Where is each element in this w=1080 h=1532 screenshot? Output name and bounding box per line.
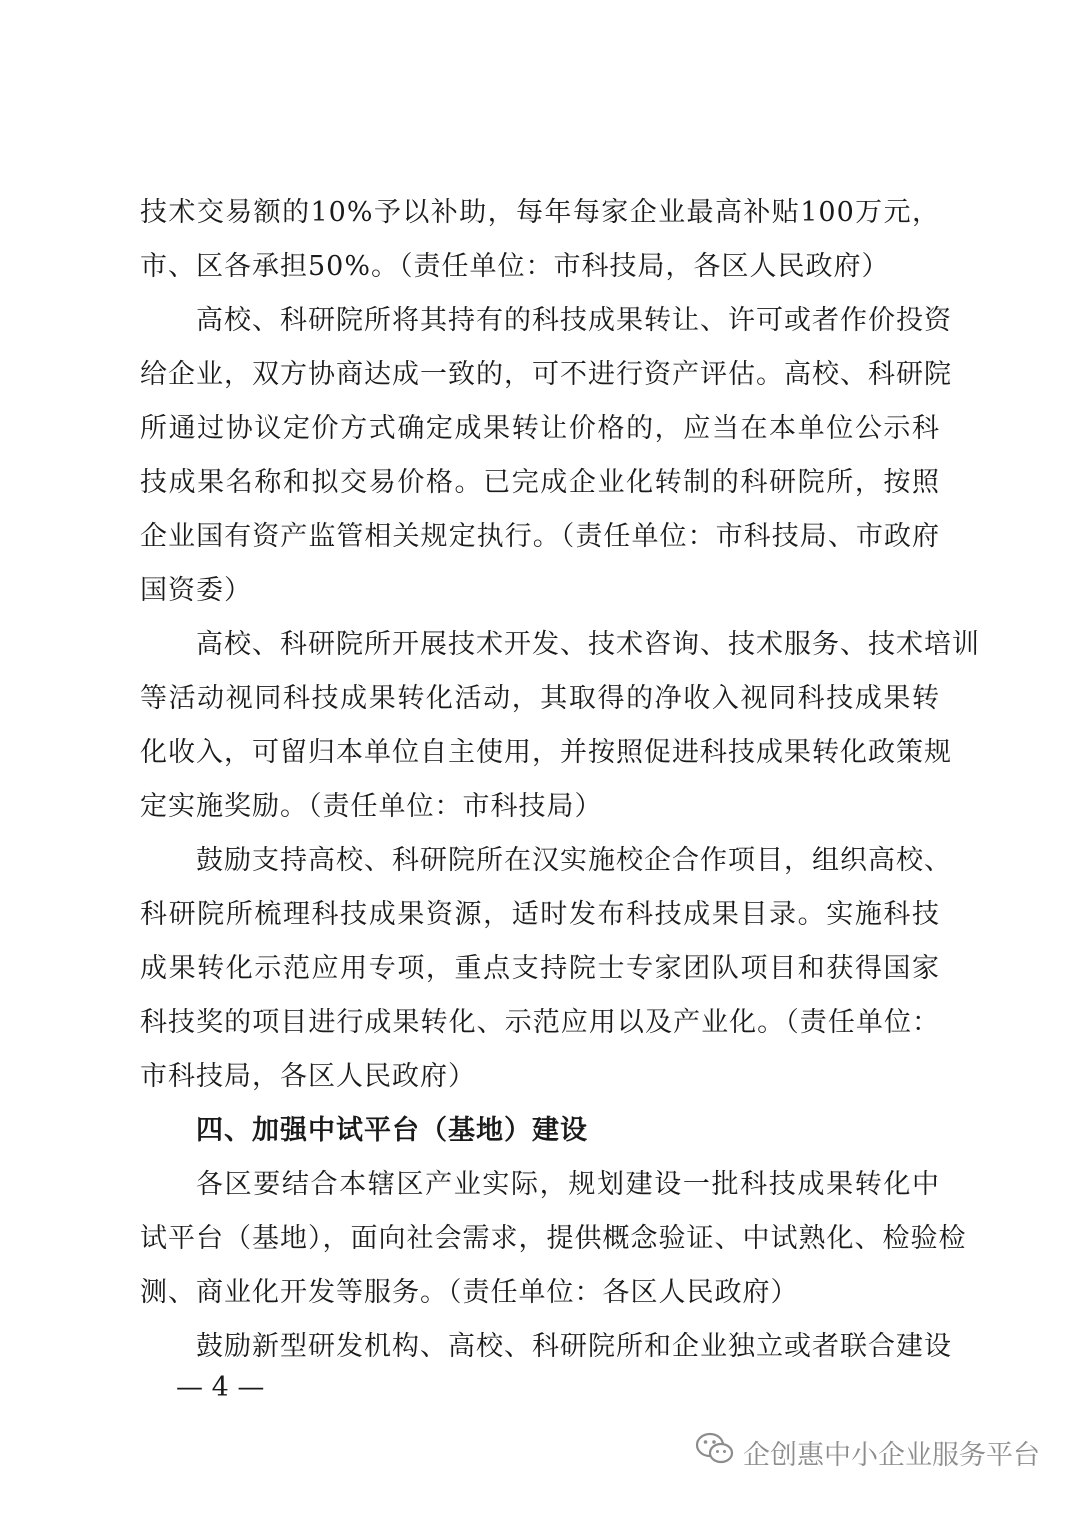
document-body: [140, 186, 980, 1374]
text-line: 技术交易额的10%予以补助，每年每家企业最高补贴100万元，: [140, 197, 940, 228]
text-line: 给企业，双方协商达成一致的，可不进行资产评估。高校、科研院: [140, 359, 952, 390]
text-line: 国资委）: [140, 575, 252, 606]
watermark: [695, 1432, 1040, 1472]
text-line: 市、区各承担50%。（责任单位：市科技局，各区人民政府）: [140, 251, 890, 282]
text-line: 试平台（基地），面向社会需求，提供概念验证、中试熟化、检验检: [140, 1223, 967, 1254]
text-line: 成果转化示范应用专项，重点支持院士专家团队项目和获得国家: [140, 953, 940, 984]
text-line: 各区要结合本辖区产业实际，规划建设一批科技成果转化中: [196, 1169, 940, 1200]
paragraphs-after-heading: [140, 1158, 967, 1374]
text-line: 企业国有资产监管相关规定执行。（责任单位：市科技局、市政府: [140, 521, 940, 552]
text-line: 化收入，可留归本单位自主使用，并按照促进科技成果转化政策规: [140, 737, 952, 768]
paragraph: [140, 1158, 967, 1320]
text-line: 科技奖的项目进行成果转化、示范应用以及产业化。（责任单位：: [140, 1007, 940, 1038]
wechat-icon: [695, 1432, 735, 1473]
watermark-text: 企创惠中小企业服务平台: [743, 1439, 1040, 1471]
text-line: 市科技局，各区人民政府）: [140, 1061, 476, 1092]
text-line: 科研院所梳理科技成果资源，适时发布科技成果目录。实施科技: [140, 899, 940, 930]
paragraph: [140, 618, 980, 834]
text-line: 高校、科研院所将其持有的科技成果转让、许可或者作价投资: [196, 305, 952, 336]
section-heading: 四、加强中试平台（基地）建设: [196, 1115, 588, 1146]
text-line: 所通过协议定价方式确定成果转让价格的，应当在本单位公示科: [140, 413, 940, 444]
text-line: 技成果名称和拟交易价格。已完成企业化转制的科研院所，按照: [140, 467, 940, 498]
paragraph: [140, 834, 952, 1104]
text-line: 鼓励支持高校、科研院所在汉实施校企合作项目，组织高校、: [196, 845, 952, 876]
paragraph: [140, 1320, 952, 1374]
text-line: 高校、科研院所开展技术开发、技术咨询、技术服务、技术培训: [196, 629, 980, 660]
paragraph: [140, 294, 952, 618]
text-line: 鼓励新型研发机构、高校、科研院所和企业独立或者联合建设: [196, 1331, 952, 1362]
paragraphs-before-heading: [140, 186, 980, 1104]
paragraph: [140, 186, 940, 294]
text-line: 定实施奖励。（责任单位：市科技局）: [140, 791, 603, 822]
text-line: 等活动视同科技成果转化活动，其取得的净收入视同科技成果转: [140, 683, 940, 714]
text-line: 测、商业化开发等服务。（责任单位：各区人民政府）: [140, 1277, 799, 1308]
page-number: — 4 —: [176, 1372, 265, 1403]
